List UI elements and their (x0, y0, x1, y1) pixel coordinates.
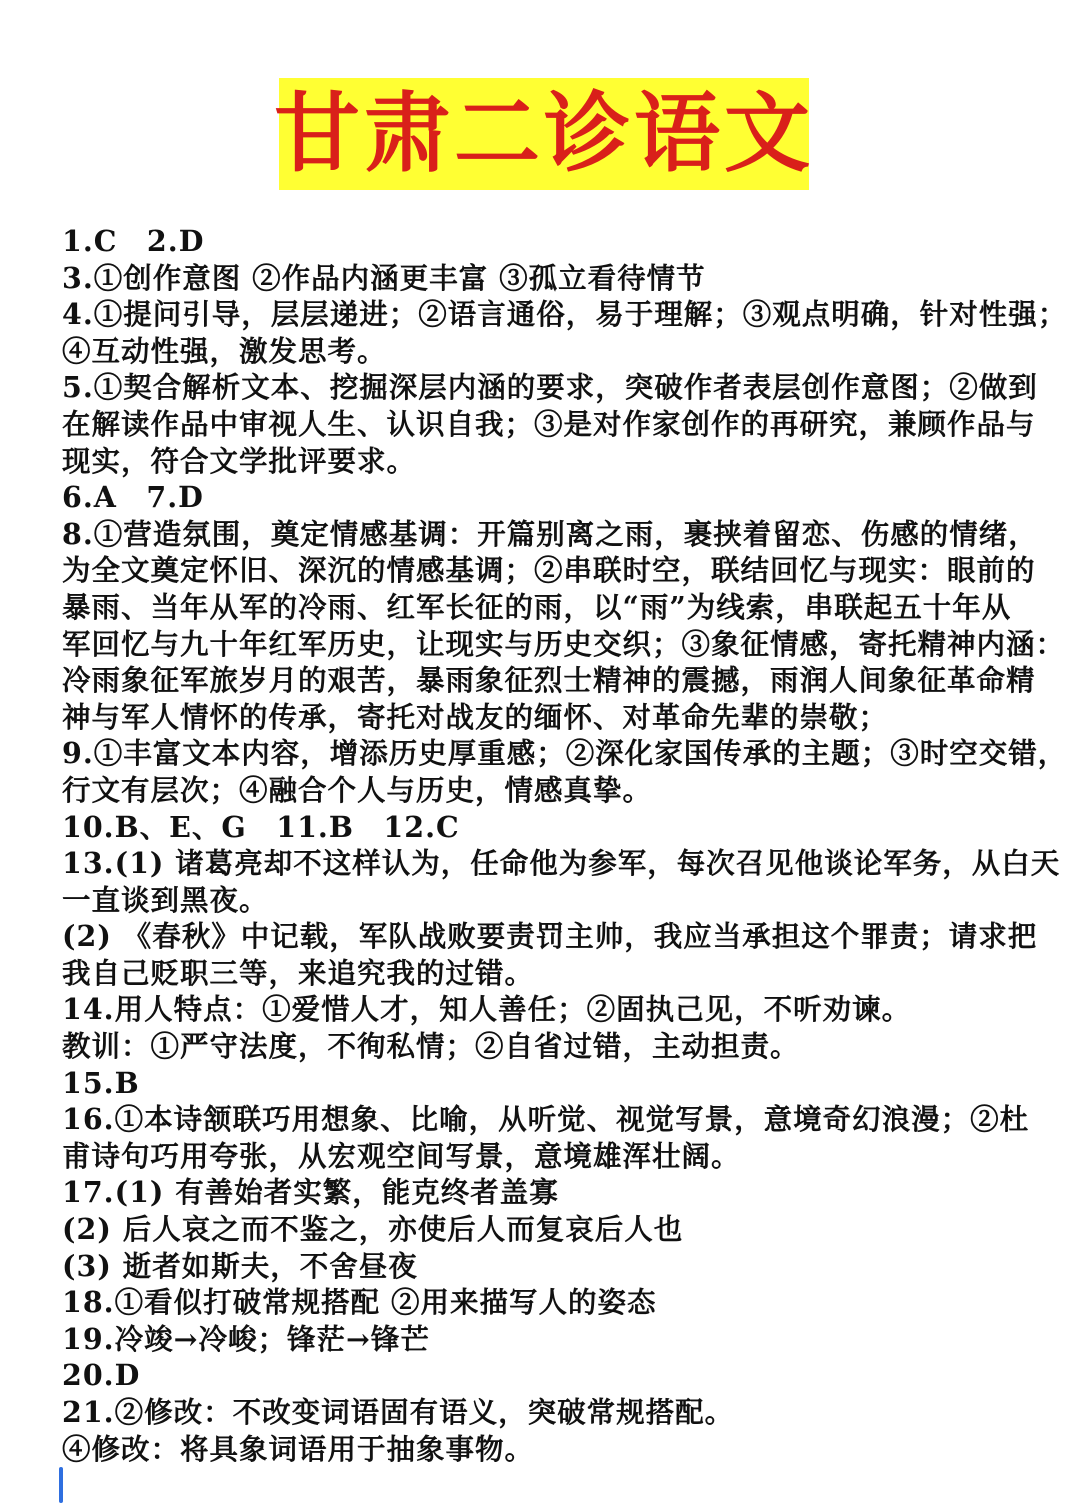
answer-line: 为全文奠定怀旧、深沉的情感基调；②串联时空，联结回忆与现实：眼前的 (62, 553, 1036, 588)
answer-line: 我自己贬职三等，来追究我的过错。 (62, 955, 535, 990)
answer-line: 3.①创作意图 ②作品内涵更丰富 ③孤立看待情节 (62, 260, 706, 295)
answer-line: 军回忆与九十年红军历史，让现实与历史交织；③象征情感，寄托精神内涵： (62, 626, 1066, 661)
answer-line: 20.D (62, 1358, 141, 1393)
answer-line: 19.冷竣→冷峻；锋茫→锋芒 (62, 1321, 430, 1356)
answer-line: 暴雨、当年从军的冷雨、红军长征的雨，以“雨”为线索，串联起五十年从 (62, 589, 1012, 624)
answer-line: 甫诗句巧用夸张，从宏观空间写景，意境雄浑壮阔。 (62, 1138, 741, 1173)
answer-line: 18.①看似打破常规搭配 ②用来描写人的姿态 (62, 1285, 657, 1320)
answer-line: 行文有层次；④融合个人与历史，情感真挚。 (62, 772, 653, 807)
page-title: 甘肃二诊语文 (274, 84, 814, 184)
answer-line: 一直谈到黑夜。 (62, 882, 269, 917)
answer-line: ④修改：将具象词语用于抽象事物。 (62, 1431, 535, 1466)
answer-line: 教训：①严守法度，不徇私情；②自省过错，主动担责。 (62, 1029, 800, 1064)
answer-line: 在解读作品中审视人生、认识自我；③是对作家创作的再研究，兼顾作品与 (62, 406, 1036, 441)
answer-line: 6.A 7.D (62, 480, 204, 515)
text-cursor (59, 1467, 63, 1503)
answer-line: 5.①契合解析文本、挖掘深层内涵的要求，突破作者表层创作意图；②做到 (62, 370, 1038, 405)
answer-line: 15.B (62, 1065, 140, 1100)
answer-line: 16.①本诗颔联巧用想象、比喻，从听觉、视觉写景，意境奇幻浪漫；②杜 (62, 1102, 1030, 1137)
answer-line: 9.①丰富文本内容，增添历史厚重感；②深化家国传承的主题；③时空交错， (62, 736, 1068, 771)
answer-line: 13.(1) 诸葛亮却不这样认为，任命他为参军，每次召见他谈论军务，从白天 (62, 846, 1061, 881)
answer-line: (2) 后人哀之而不鉴之，亦使后人而复哀后人也 (62, 1212, 684, 1247)
answer-line: 14.用人特点：①爱惜人才，知人善任；②固执己见，不听劝谏。 (62, 992, 912, 1027)
answer-line: 8.①营造氛围，奠定情感基调：开篇别离之雨，裹挟着留恋、伤感的情绪， (62, 516, 1038, 551)
title-banner (274, 78, 814, 190)
answer-line: (2) 《春秋》中记载，军队战败要责罚主帅，我应当承担这个罪责；请求把 (62, 919, 1038, 954)
answer-line: 10.B、E、G 11.B 12.C (62, 809, 460, 844)
answer-line: 神与军人情怀的传承，寄托对战友的缅怀、对革命先辈的崇敬； (62, 699, 889, 734)
answer-line: 冷雨象征军旅岁月的艰苦，暴雨象征烈士精神的震撼，雨润人间象征革命精 (62, 663, 1036, 698)
answer-text (62, 223, 1068, 1467)
answer-line: 17.(1) 有善始者实繁，能克终者盖寡 (62, 1175, 559, 1210)
answer-line: (3) 逝者如斯夫，不舍昼夜 (62, 1248, 418, 1283)
answer-line: 4.①提问引导，层层递进；②语言通俗，易于理解；③观点明确，针对性强； (62, 297, 1068, 332)
answer-line: 1.C 2.D (62, 224, 205, 258)
answer-line: 现实，符合文学批评要求。 (62, 443, 417, 478)
answer-line: ④互动性强，激发思考。 (62, 333, 387, 368)
answer-line: 21.②修改：不改变词语固有语义，突破常规搭配。 (62, 1395, 735, 1429)
